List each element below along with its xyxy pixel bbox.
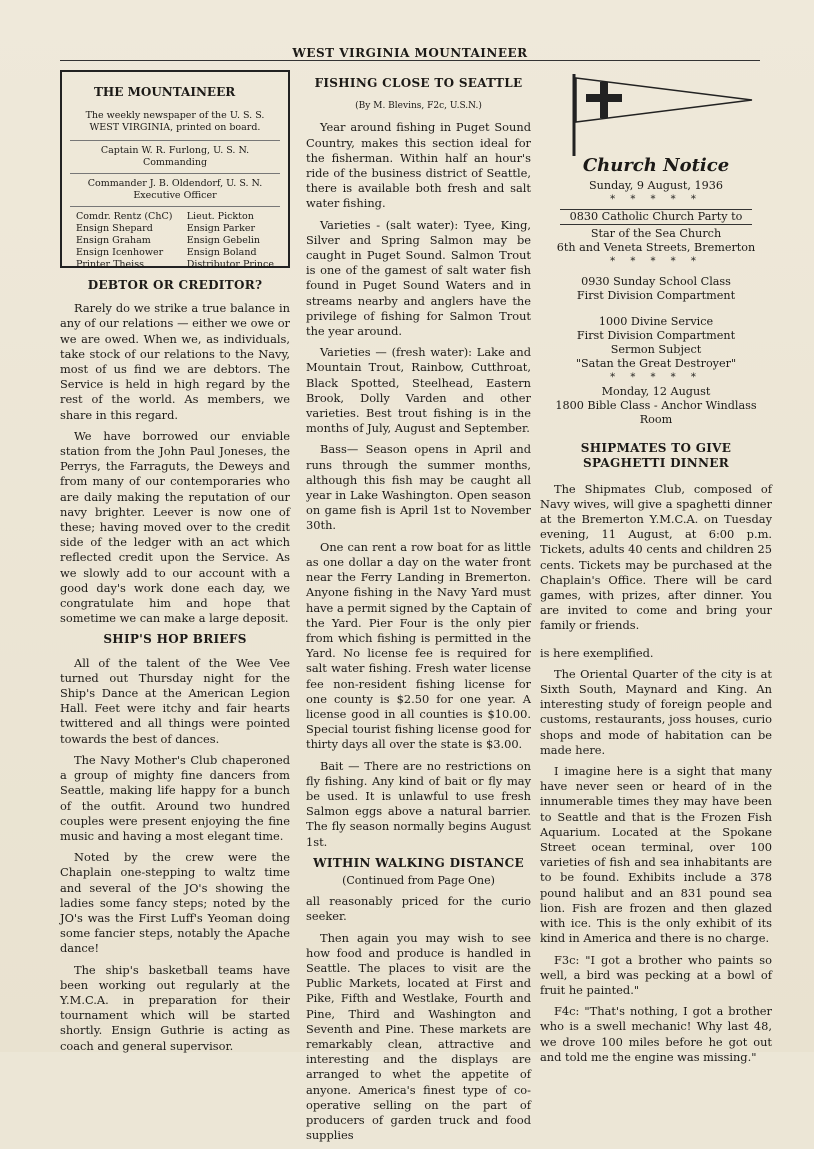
staff-name: Ensign Gebelin: [186, 235, 261, 246]
walking-subtitle: (Continued from Page One): [342, 873, 495, 887]
hop-paragraph: The ship's basketball teams have been working out regularly at the Y.M.C.A. in preparation for their tournament which will be started shortly. Ensign Guthrie is acting as coach and general supervisor.: [60, 962, 290, 1053]
church-date: Monday, 12 August: [601, 385, 711, 399]
stars-divider: * * * * *: [610, 372, 702, 384]
walking-headline: WITHIN WALKING DISTANCE: [313, 855, 524, 870]
fishing-paragraph: Varieties — (fresh water): Lake and Mountain Trout, Rainbow, Cutthroat, Black Spotted, Steelhead, Eastern Brook, Dolly Varden and other varieties. Best trout fishing is in the months of July, August and September.: [306, 345, 531, 436]
spaghetti-headline: SHIPMATES TO GIVE SPAGHETTI DINNER: [580, 441, 732, 471]
church-item: First Division Compartment: [576, 329, 736, 343]
hop-headline: SHIP'S HOP BRIEFS: [103, 632, 247, 647]
church-item: Star of the Sea Church: [590, 227, 722, 241]
church-notice: [540, 70, 772, 427]
church-item: First Division Compartment: [576, 289, 736, 303]
walking-paragraph: Then again you may wish to see how food and produce is handled in Seattle. The places to visit are the Public Markets, located at First and Pike, Fifth and Westlake, Fourth and Pine, Third and Washington and Seventh and Pine. These markets are remarkably clean, attractive and interesting and the displays are arranged to whet the appetite of anyone. America's finest type of co-operative selling on the part of producers of garden truck and food supplies: [306, 930, 531, 1143]
church-item: "Satan the Great Destroyer": [575, 357, 737, 371]
staff-box-desc: The weekly newspaper of the U. S. S. WEST VIRGINIA, printed on board.: [85, 110, 265, 133]
fishing-headline: FISHING CLOSE TO SEATTLE: [314, 76, 523, 90]
column-middle: [306, 70, 531, 1149]
walking-paragraph: all reasonably priced for the curio seeker.: [306, 894, 531, 924]
masthead-rule: [60, 60, 760, 61]
fishing-byline: (By M. Blevins, F2c, U.S.N.): [355, 101, 482, 112]
hop-paragraph: All of the talent of the Wee Vee turned out Thursday night for the Ship's Dance at the American Legion Hall. Feet were itchy and fair hearts twittered and all things were pointed towards the best of dances.: [60, 655, 290, 746]
staff-right: [187, 211, 274, 271]
commander-name: Commander J. B. Oldendorf, U. S. N.: [87, 178, 263, 189]
stars-divider: * * * * *: [610, 256, 702, 268]
divider: [70, 140, 280, 141]
debtor-paragraph: We have borrowed our enviable station from the John Paul Joneses, the Perrys, the Farraguts, the Deweys and from many of our contemporaries who are daily making the reputation of our navy brighter. Leever is now one of these; having moved over to the credit side of the ledger with an act which reflected credit upon the Service. As we slowly add to our account with a good day's work done each day, we congratulate him and hope that sometime we can make a large deposit.: [60, 428, 290, 626]
church-item: 1800 Bible Class - Anchor Windlass Room: [555, 399, 757, 427]
church-item: 0930 Sunday School Class: [581, 275, 731, 289]
column-right: [540, 70, 772, 1071]
staff-box-title: THE MOUNTAINEER: [94, 85, 236, 99]
church-item: 1000 Divine Service: [598, 315, 714, 329]
staff-name: Comdr. Rentz (ChC): [76, 211, 173, 222]
fishing-paragraph: Bass— Season opens in April and runs through the summer months, although this fish may be caught all year in Lake Washington. Open season on game fish is April 1st to November 30th.: [306, 442, 531, 533]
hop-paragraph: The Navy Mother's Club chaperoned a group of mighty fine dancers from Seattle, making life happy for a bunch of the outfit. Around two hundred couples were present enjoying the fine music and having a most elegant time.: [60, 752, 290, 843]
church-item: Sermon Subject: [610, 343, 702, 357]
stars-divider: * * * * *: [610, 194, 702, 206]
staff-left: [76, 211, 172, 271]
staff-name: Distributor Prince: [186, 259, 274, 270]
captain-name: Captain W. R. Furlong, U. S. N.: [100, 145, 250, 156]
church-title: Church Notice: [582, 155, 730, 176]
church-item: 0830 Catholic Church Party to: [560, 209, 752, 225]
spaghetti-paragraph: The Shipmates Club, composed of Navy wives, will give a spaghetti dinner at the Bremerton Y.M.C.A. on Tuesday evening, 11 August, at 6:00 p.m. Tickets, adults 40 cents and children 25 cents. Tickets may be purchased at the Chaplain's Office. There will be card games, with prizes, after dinner. You are invited to come and bring your family or friends.: [540, 481, 772, 633]
staff-name: Lieut. Pickton: [186, 211, 254, 222]
walking-paragraph: I imagine here is a sight that many have never seen or heard of in the innumerable times they may have been to Seattle and that is the Frozen Fish Aquarium. Located at the Spokane Street ocean terminal, over 100 varieties of fish and sea inhabitants are to be found. Exhibits include a 378 pound halibut and an 831 pound sea lion. Fish are frozen and then glazed with ice. This is the only exhibit of its kind in America and there is no charge.: [540, 764, 772, 946]
commander-role: Executive Officer: [133, 190, 217, 201]
walking-paragraph: F4c: "That's nothing, I got a brother who is a swell mechanic! Why last 48, we drove 100 miles before he got out and told me the engine was missing.": [540, 1004, 772, 1064]
staff-name: Printer Theiss: [76, 259, 144, 270]
fishing-paragraph: Varieties - (salt water): Tyee, King, Silver and Spring Salmon may be caught in Puget Sound. Salmon Trout is one of the gamest of salt water fish found in Puget Sound Waters and in streams nearby and anglers have the privilege of fishing for Salmon Trout the year around.: [306, 217, 531, 339]
fishing-paragraph: Bait — There are no restrictions on fly fishing. Any kind of bait or fly may be used. It is unlawful to use fresh Salmon eggs above a natural barrier. The fly season normally begins August 1st.: [306, 758, 531, 849]
staff-name: Ensign Parker: [186, 223, 256, 234]
staff-box: [60, 70, 290, 268]
captain-role: Commanding: [142, 157, 208, 168]
hop-paragraph: Noted by the crew were the Chaplain one-stepping to waltz time and several of the JO's showing the ladies some fancy steps; noted by the JO's was the First Luff's Yeoman doing some fancier steps, notably the Apache dance!: [60, 850, 290, 956]
church-pennant-icon: [556, 70, 756, 156]
staff-list: [70, 211, 280, 271]
fishing-paragraph: Year around fishing in Puget Sound Country, makes this section ideal for the fisherman. Within half an hour's ride of the business district of Seattle, there is available both fresh and salt water fishing.: [306, 120, 531, 211]
walking-paragraph: The Oriental Quarter of the city is at Sixth South, Maynard and King. An interesting study of foreign people and customs, restaurants, joss houses, curio shops and mode of habitation can be made here.: [540, 666, 772, 757]
staff-name: Ensign Shepard: [76, 223, 153, 234]
masthead: WEST VIRGINIA MOUNTAINEER: [292, 46, 528, 60]
column-left: [60, 70, 290, 1060]
staff-name: Ensign Boland: [186, 247, 257, 258]
church-date: Sunday, 9 August, 1936: [589, 179, 723, 193]
walking-paragraph: is here exemplified.: [540, 645, 654, 660]
walking-paragraph: F3c: "I got a brother who paints so well, a bird was pecking at a bowl of fruit he painted.": [540, 952, 772, 997]
staff-name: Ensign Icenhower: [76, 247, 164, 258]
debtor-paragraph: Rarely do we strike a true balance in any of our relations — either we owe or we are owed. When we, as individuals, take stock of our relations to the Navy, most of us find we are debtors. The Service is held in high regard by the rest of the world. As members, we share in this regard.: [60, 301, 290, 422]
divider: [70, 173, 280, 174]
debtor-headline: DEBTOR OR CREDITOR?: [87, 278, 263, 292]
staff-name: Ensign Graham: [76, 235, 151, 246]
church-schedule: [540, 179, 772, 427]
divider: [70, 206, 280, 207]
church-item: 6th and Veneta Streets, Bremerton: [556, 241, 756, 255]
fishing-paragraph: One can rent a row boat for as little as one dollar a day on the water front near the Ferry Landing in Bremerton. Anyone fishing in the Navy Yard must have a permit signed by the Captain of the Yard. Pier Four is the only pier from which fishing is permitted in the Yard. No license fee is required for salt water fishing. Fresh water license fee non-resident fishing license for one county is $2.50 for one year. A license good in all counties is $10.00. Special tourist fishing license good for thirty days all over the state is $3.00.: [306, 539, 531, 752]
